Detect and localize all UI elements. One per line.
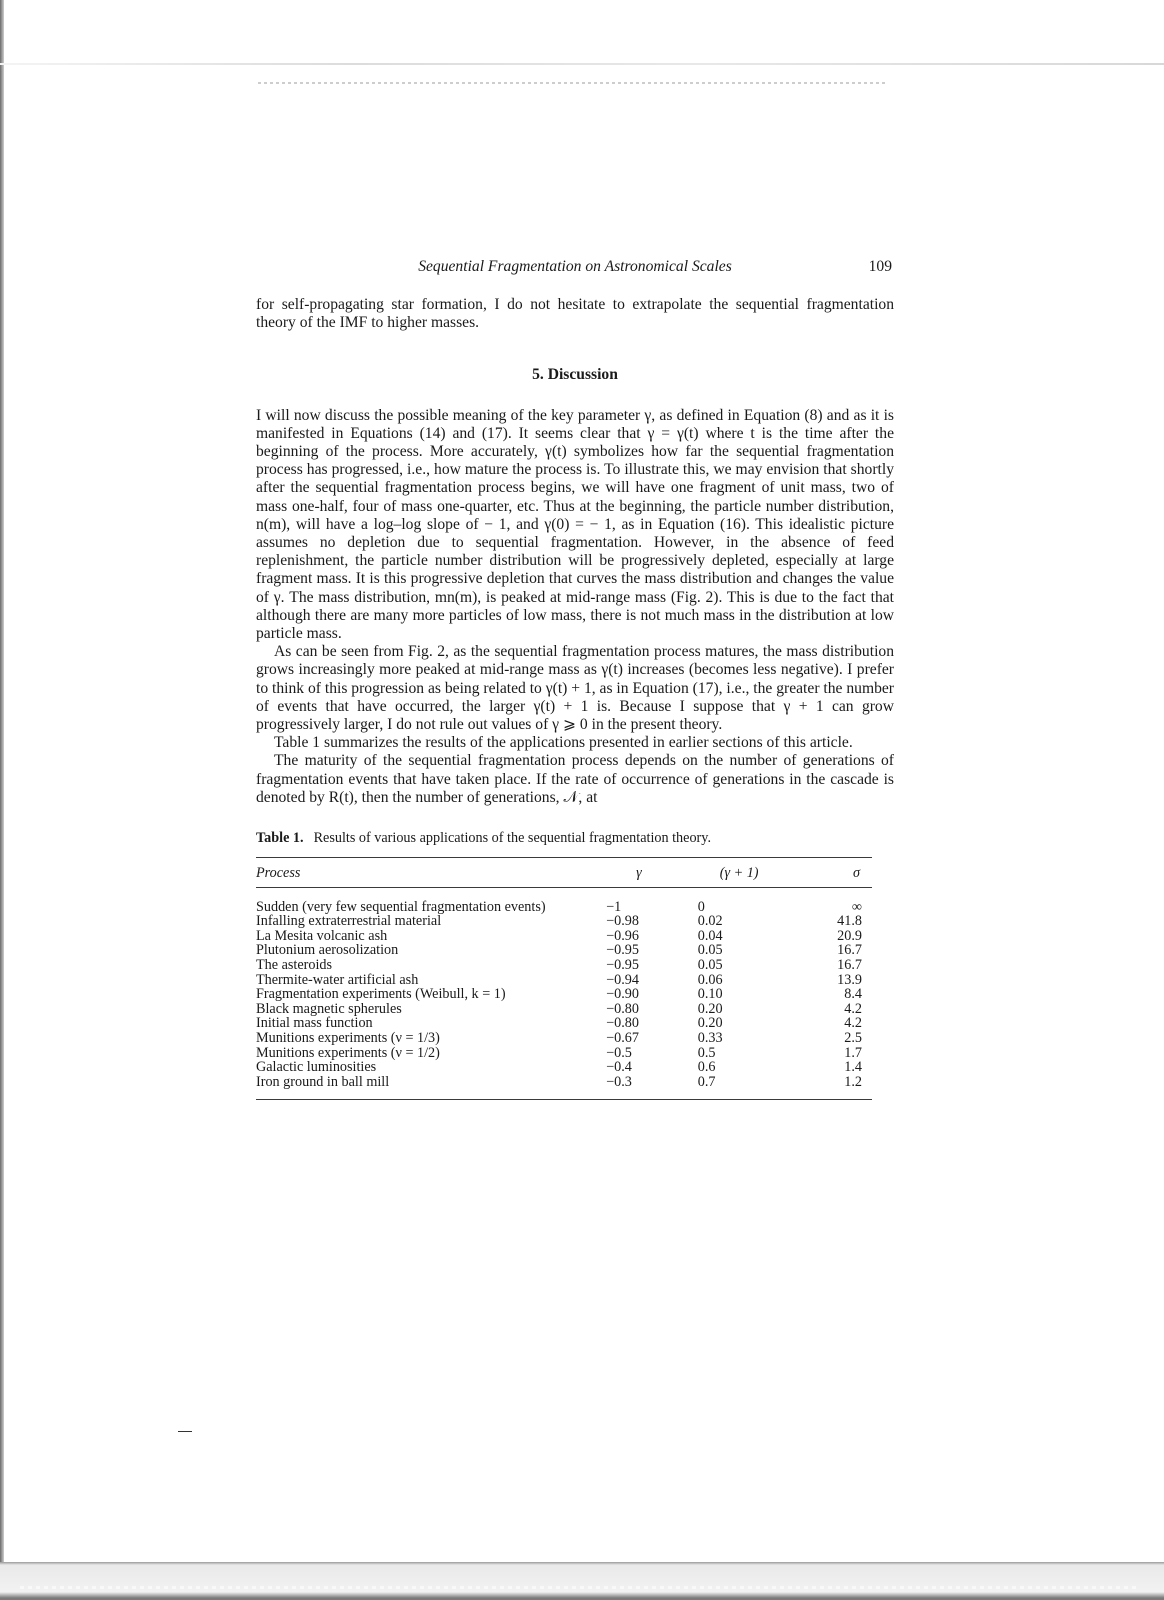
- table-row: [256, 1060, 872, 1075]
- cell-gamma-plus-one: 0: [697, 898, 705, 915]
- lead-paragraph: for self-propagating star formation, I do not hesitate to extrapolate the sequential fragmentation theory of the IMF to higher masses.: [256, 296, 894, 332]
- cell-gamma: −0.95: [606, 957, 639, 974]
- cell-sigma: 20.9: [837, 927, 862, 944]
- cell-gamma-plus-one: 0.7: [697, 1073, 716, 1090]
- cell-process: Plutonium aerosolization: [256, 942, 399, 959]
- cell-sigma: 41.8: [837, 913, 862, 930]
- header-sigma: σ: [853, 865, 860, 882]
- scan-fold-top: [0, 63, 1164, 65]
- scan-edge-bottom: [0, 1562, 1164, 1600]
- table-caption: [256, 829, 894, 847]
- table-row: [256, 1075, 872, 1090]
- header-process: Process: [256, 865, 301, 882]
- cell-gamma: −0.67: [606, 1030, 639, 1047]
- cell-gamma-plus-one: 0.06: [697, 971, 723, 988]
- cell-sigma: 4.2: [844, 1015, 862, 1032]
- cell-sigma: 2.5: [844, 1030, 862, 1047]
- cell-gamma-plus-one: 0.20: [697, 1000, 723, 1017]
- cell-process: Sudden (very few sequential fragmentation events): [256, 898, 546, 915]
- table-row: [256, 973, 872, 988]
- table-row: [256, 929, 872, 944]
- section-heading: 5. Discussion: [532, 366, 618, 384]
- cell-process: Galactic luminosities: [256, 1059, 377, 1076]
- cell-process: Infalling extraterrestrial material: [256, 913, 442, 930]
- scan-perforation: [20, 1586, 1140, 1589]
- cell-process: Munitions experiments (ν = 1/2): [256, 1044, 440, 1061]
- running-title: Sequential Fragmentation on Astronomical Scales: [418, 258, 732, 275]
- table-row: [256, 1016, 872, 1031]
- cell-process: La Mesita volcanic ash: [256, 927, 388, 944]
- table-row: [256, 1002, 872, 1017]
- cell-gamma: −1: [606, 898, 622, 915]
- table-caption-text: Results of various applications of the sequential fragmentation theory.: [313, 830, 711, 847]
- paragraph-4: The maturity of the sequential fragmentation process depends on the number of generations of fragmentation events that have taken place. If the rate of occurrence of generations in the cascade is denoted by R(t), then the number of generations, 𝒩, at: [256, 752, 894, 806]
- cell-gamma: −0.4: [606, 1059, 632, 1076]
- table-caption-label: Table 1.: [256, 830, 304, 847]
- page-content: [256, 258, 894, 1100]
- table-row: [256, 958, 872, 973]
- cell-gamma-plus-one: 0.02: [697, 913, 723, 930]
- header-gamma: γ: [636, 865, 642, 882]
- cell-gamma-plus-one: 0.20: [697, 1015, 723, 1032]
- cell-process: The asteroids: [256, 957, 333, 974]
- cell-gamma: −0.3: [606, 1073, 632, 1090]
- cell-process: Munitions experiments (ν = 1/3): [256, 1030, 440, 1047]
- cell-sigma: 1.7: [844, 1044, 862, 1061]
- table-header-row: [256, 858, 872, 881]
- cell-sigma: 4.2: [844, 1000, 862, 1017]
- table-rule-bottom: [256, 1099, 872, 1100]
- table-row: [256, 943, 872, 958]
- page-number: 109: [868, 258, 892, 275]
- cell-gamma-plus-one: 0.10: [697, 986, 723, 1003]
- cell-sigma: 16.7: [837, 942, 862, 959]
- table-row: [256, 888, 872, 915]
- cell-process: Iron ground in ball mill: [256, 1073, 390, 1090]
- cell-gamma: −0.90: [606, 986, 639, 1003]
- cell-process: Fragmentation experiments (Weibull, k = 1): [256, 986, 506, 1003]
- results-table: [256, 858, 872, 1089]
- cell-gamma: −0.94: [606, 971, 639, 988]
- cell-gamma: −0.98: [606, 913, 639, 930]
- margin-mark: [178, 1431, 192, 1432]
- cell-gamma-plus-one: 0.05: [697, 957, 723, 974]
- cell-gamma: −0.96: [606, 927, 639, 944]
- cell-sigma: 1.2: [844, 1073, 862, 1090]
- cell-gamma-plus-one: 0.04: [697, 927, 723, 944]
- header-gamma-plus-one: (γ + 1): [719, 865, 759, 882]
- cell-sigma: 8.4: [844, 986, 862, 1003]
- running-head: [256, 258, 894, 280]
- cell-gamma-plus-one: 0.6: [697, 1059, 716, 1076]
- cell-gamma-plus-one: 0.05: [697, 942, 723, 959]
- table-row: [256, 914, 872, 929]
- cell-gamma: −0.80: [606, 1015, 639, 1032]
- cell-gamma: −0.5: [606, 1044, 632, 1061]
- cell-gamma-plus-one: 0.5: [697, 1044, 716, 1061]
- table-row: [256, 1031, 872, 1046]
- cell-process: Initial mass function: [256, 1015, 373, 1032]
- table-row: [256, 987, 872, 1002]
- bleed-through-line: [258, 82, 888, 84]
- table-row: [256, 1046, 872, 1061]
- cell-gamma: −0.80: [606, 1000, 639, 1017]
- paragraph-3: Table 1 summarizes the results of the applications presented in earlier sections of this article.: [274, 734, 853, 752]
- cell-sigma: ∞: [851, 898, 862, 915]
- cell-gamma: −0.95: [606, 942, 639, 959]
- cell-gamma-plus-one: 0.33: [697, 1030, 723, 1047]
- cell-sigma: 16.7: [837, 957, 862, 974]
- scan-edge-left: [0, 0, 4, 1600]
- cell-sigma: 1.4: [844, 1059, 862, 1076]
- cell-sigma: 13.9: [837, 971, 862, 988]
- cell-process: Thermite-water artificial ash: [256, 971, 419, 988]
- paragraph-1: I will now discuss the possible meaning of the key parameter γ, as defined in Equation (8) and as it is manifested in Equations (14) and (17). It seems clear that γ = γ(t) where t is the time after the beginning of the process. More accurately, γ(t) symbolizes how far the sequential fragmentation process has progressed, i.e., how mature the process is. To illustrate this, we may envision that shortly after the sequential fragmentation process begins, we will have one fragment of unit mass, two of mass one-half, four of mass one-quarter, etc. Thus at the beginning, the particle number distribution, n(m), will have a log–log slope of − 1, and γ(0) = − 1, as in Equation (16). This idealistic picture assumes no depletion due to sequential fragmentation. However, in the absence of feed replenishment, the particle number distribution will be progressively depleted, especially at large fragment mass. It is this progressive depletion that curves the mass distribution and changes the value of γ. The mass distribution, mn(m), is peaked at mid-range mass (Fig. 2). This is due to the fact that although there are many more particles of low mass, there is not much mass in the distribution at low particle mass.: [256, 406, 894, 643]
- paragraph-2: As can be seen from Fig. 2, as the sequential fragmentation process matures, the mass distribution grows increasingly more peaked at mid-range mass as γ(t) increases (becomes less negative). I prefer to think of this progression as being related to γ(t) + 1, as in Equation (17), i.e., the greater the number of events that have occurred, the larger γ(t) + 1 is. Because I suppose that γ + 1 can grow progressively larger, I do not rule out values of γ ⩾ 0 in the present theory.: [256, 643, 894, 734]
- cell-process: Black magnetic spherules: [256, 1000, 402, 1017]
